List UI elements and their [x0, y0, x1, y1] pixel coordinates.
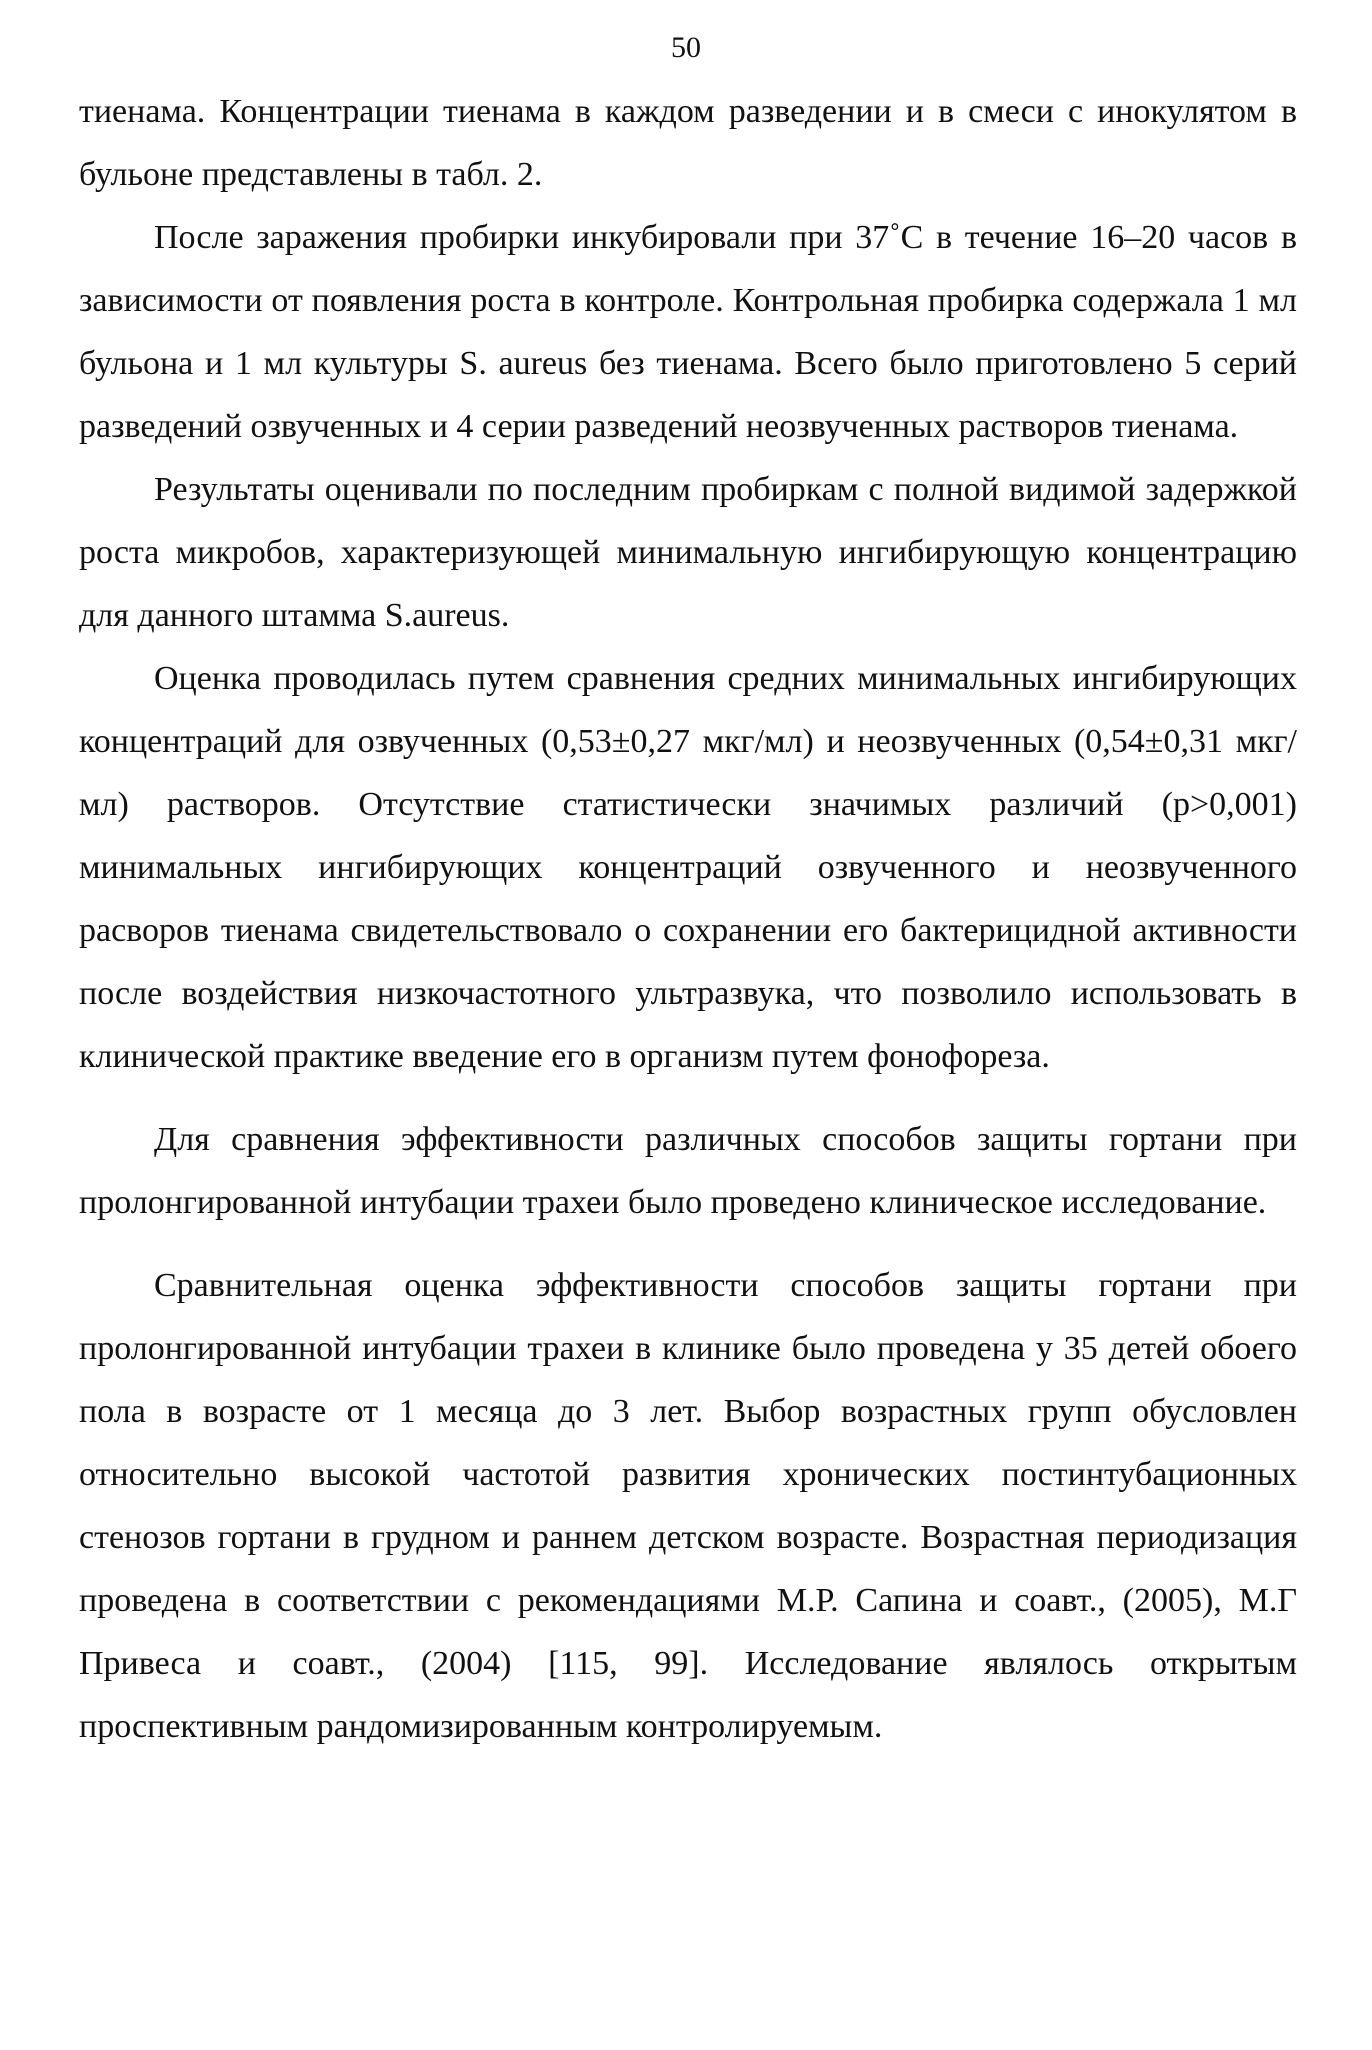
paragraph-results: Результаты оценивали по последним пробиркам с полной видимой задержкой роста микробов, характеризующей минимальную ингибирующую концентрацию для данного штамма S.aureus.	[79, 471, 1297, 634]
paragraph-comparison: Для сравнения эффективности различных способов защиты гортани при пролонгированной интубации трахеи было проведено клиническое исследование.	[79, 1121, 1297, 1221]
paragraph-clinical-study: Сравнительная оценка эффективности способов защиты гортани при пролонгированной интубации трахеи в клинике было проведена у 35 детей обоего пола в возрасте от 1 месяца до 3 лет. Выбор возрастных групп обусловлен относительно высокой частотой развития хронических постинтубационных стенозов гортани в грудном и раннем детском возрасте. Возрастная периодизация проведена в соответствии с рекомендациями М.Р. Сапина и соавт., (2005), М.Г Привеса и соавт., (2004) [115, 99]. Исследование являлось открытым проспективным рандомизированным контролируемым.	[79, 1267, 1297, 1745]
page-number: 50	[671, 31, 701, 64]
paragraph-continuation: тиенама. Концентрации тиенама в каждом разведении и в смеси с инокулятом в бульоне представлены в табл. 2.	[79, 93, 1297, 193]
paragraph-evaluation: Оценка проводилась путем сравнения средних минимальных ингибирующих концентраций для озвученных (0,53±0,27 мкг/мл) и неозвученных (0,54±0,31 мкг/мл) растворов. Отсутствие статистически значимых различий (р>0,001) минимальных ингибирующих концентраций озвученного и неозвученного расворов тиенама свидетельствовало о сохранении его бактерицидной активности после воздействия низкочастотного ультразвука, что позволило использовать в клинической практике введение его в организм путем фонофореза.	[79, 660, 1297, 1075]
document-body	[79, 80, 1297, 1758]
paragraph-incubation: После заражения пробирки инкубировали при 37˚С в течение 16–20 часов в зависимости от появления роста в контроле. Контрольная пробирка содержала 1 мл бульона и 1 мл культуры S. aureus без тиенама. Всего было приготовлено 5 серий разведений озвученных и 4 серии разведений неозвученных растворов тиенама.	[79, 219, 1297, 445]
